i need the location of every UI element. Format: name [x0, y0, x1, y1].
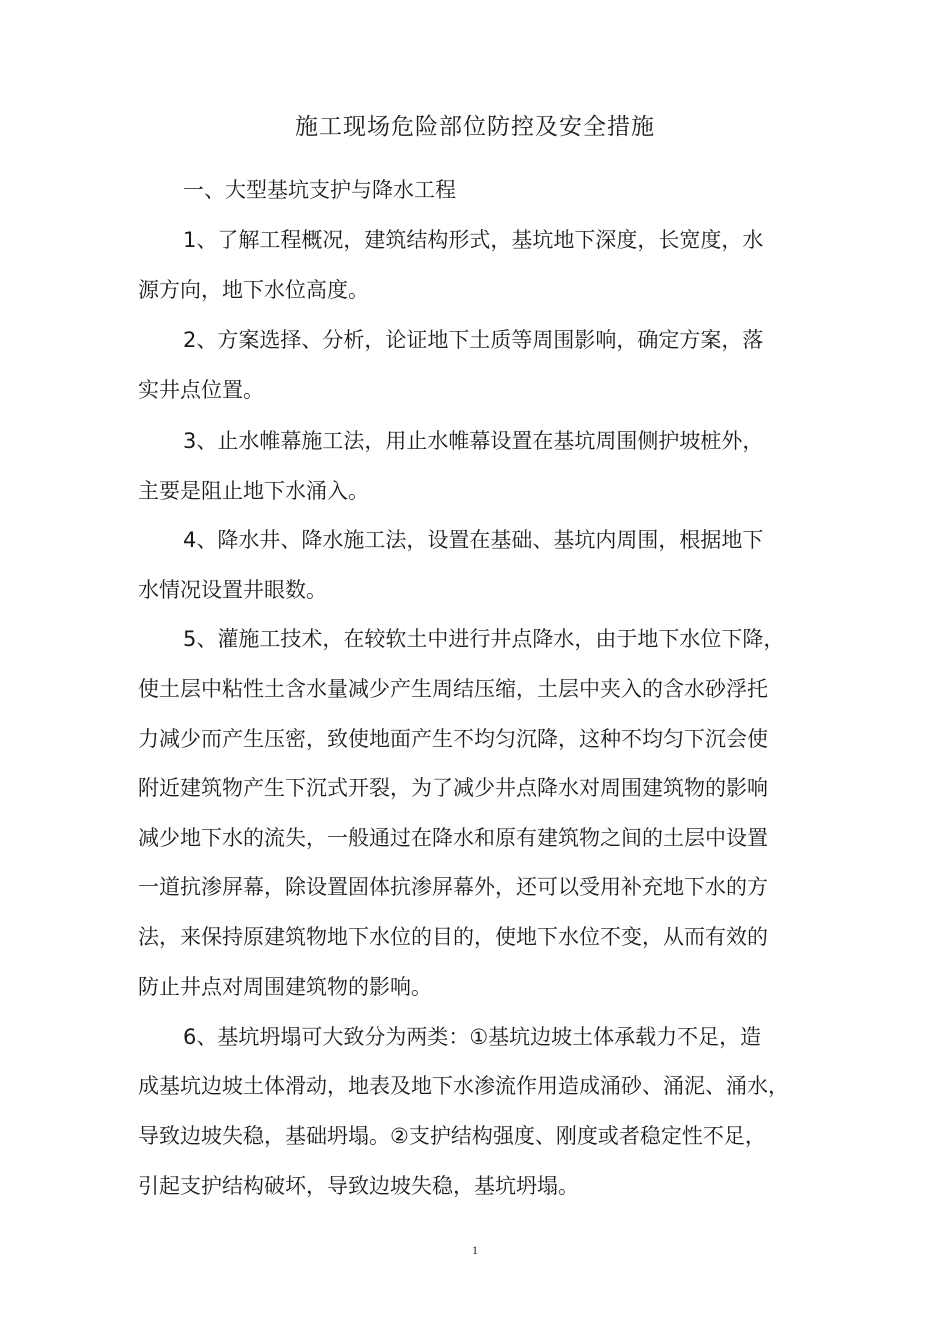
- paragraph-line: 导致边坡失稳，基础坍塌。②支护结构强度、刚度或者稳定性不足，: [138, 1124, 766, 1148]
- paragraph-line: 1、了解工程概况，建筑结构形式，基坑地下深度，长宽度，水: [183, 228, 764, 252]
- paragraph-line: 实井点位置。: [138, 378, 264, 402]
- paragraph-line: 引起支护结构破坏，导致边坡失稳，基坑坍塌。: [138, 1174, 579, 1198]
- paragraph-line: 水情况设置井眼数。: [138, 578, 327, 602]
- paragraph-line: 4、降水井、降水施工法，设置在基础、基坑内周围，根据地下: [183, 528, 764, 552]
- paragraph-line: 源方向，地下水位高度。: [138, 278, 369, 302]
- paragraph-line: 防止井点对周围建筑物的影响。: [138, 975, 432, 999]
- paragraph-line: 5、灌施工技术，在较软土中进行井点降水，由于地下水位下降，: [183, 627, 785, 651]
- paragraph-line: 使土层中粘性土含水量减少产生周结压缩，土层中夹入的含水砂浮托: [138, 677, 768, 701]
- paragraph-line: 成基坑边坡土体滑动，地表及地下水渗流作用造成涌砂、涌泥、涌水，: [138, 1074, 789, 1098]
- paragraph-line: 6、基坑坍塌可大致分为两类：①基坑边坡土体承载力不足，造: [183, 1025, 762, 1049]
- section-heading: 一、大型基坑支护与降水工程: [183, 178, 456, 202]
- paragraph-line: 主要是阻止地下水涌入。: [138, 479, 369, 503]
- paragraph-line: 减少地下水的流失，一般通过在降水和原有建筑物之间的土层中设置: [138, 826, 768, 850]
- page-title: 施工现场危险部位防控及安全措施: [295, 114, 655, 140]
- page-number: 1: [472, 1243, 478, 1257]
- paragraph-line: 附近建筑物产生下沉式开裂，为了减少井点降水对周围建筑物的影响: [138, 776, 768, 800]
- paragraph-line: 力减少而产生压密，致使地面产生不均匀沉降，这种不均匀下沉会使: [138, 727, 768, 751]
- paragraph-line: 3、止水帷幕施工法，用止水帷幕设置在基坑周围侧护坡桩外，: [183, 429, 764, 453]
- paragraph-line: 2、方案选择、分析，论证地下土质等周围影响，确定方案，落: [183, 328, 764, 352]
- paragraph-line: 一道抗渗屏幕，除设置固体抗渗屏幕外，还可以受用补充地下水的方: [138, 875, 768, 899]
- paragraph-line: 法，来保持原建筑物地下水位的目的，使地下水位不变，从而有效的: [138, 925, 768, 949]
